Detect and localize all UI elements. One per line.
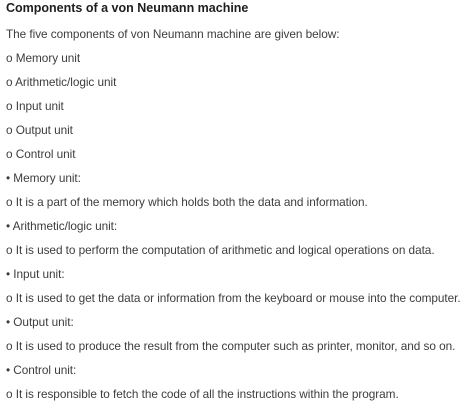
detail-text-memory: o It is a part of the memory which holds both the data and information. bbox=[6, 195, 368, 209]
detail-heading-alu: • Arithmetic/logic unit: bbox=[6, 219, 118, 233]
detail-heading-memory: • Memory unit: bbox=[6, 171, 81, 185]
detail-heading-output: • Output unit: bbox=[6, 315, 74, 329]
component-list-item: o Control unit bbox=[6, 147, 76, 161]
detail-heading-control: • Control unit: bbox=[6, 363, 77, 377]
component-list-item: o Output unit bbox=[6, 123, 73, 137]
intro-text: The five components of von Neumann machine are given below: bbox=[6, 27, 340, 41]
component-list-item: o Arithmetic/logic unit bbox=[6, 75, 117, 89]
detail-heading-input: • Input unit: bbox=[6, 267, 65, 281]
detail-text-input: o It is used to get the data or information from the keyboard or mouse into the computer. bbox=[6, 291, 461, 305]
detail-text-control: o It is responsible to fetch the code of all the instructions within the program. bbox=[6, 387, 399, 401]
detail-text-output: o It is used to produce the result from the computer such as printer, monitor, and so on. bbox=[6, 339, 456, 353]
detail-text-alu: o It is used to perform the computation of arithmetic and logical operations on data. bbox=[6, 243, 435, 257]
component-list-item: o Input unit bbox=[6, 99, 64, 113]
component-list-item: o Memory unit bbox=[6, 51, 81, 65]
document-heading: Components of a von Neumann machine bbox=[6, 1, 249, 15]
